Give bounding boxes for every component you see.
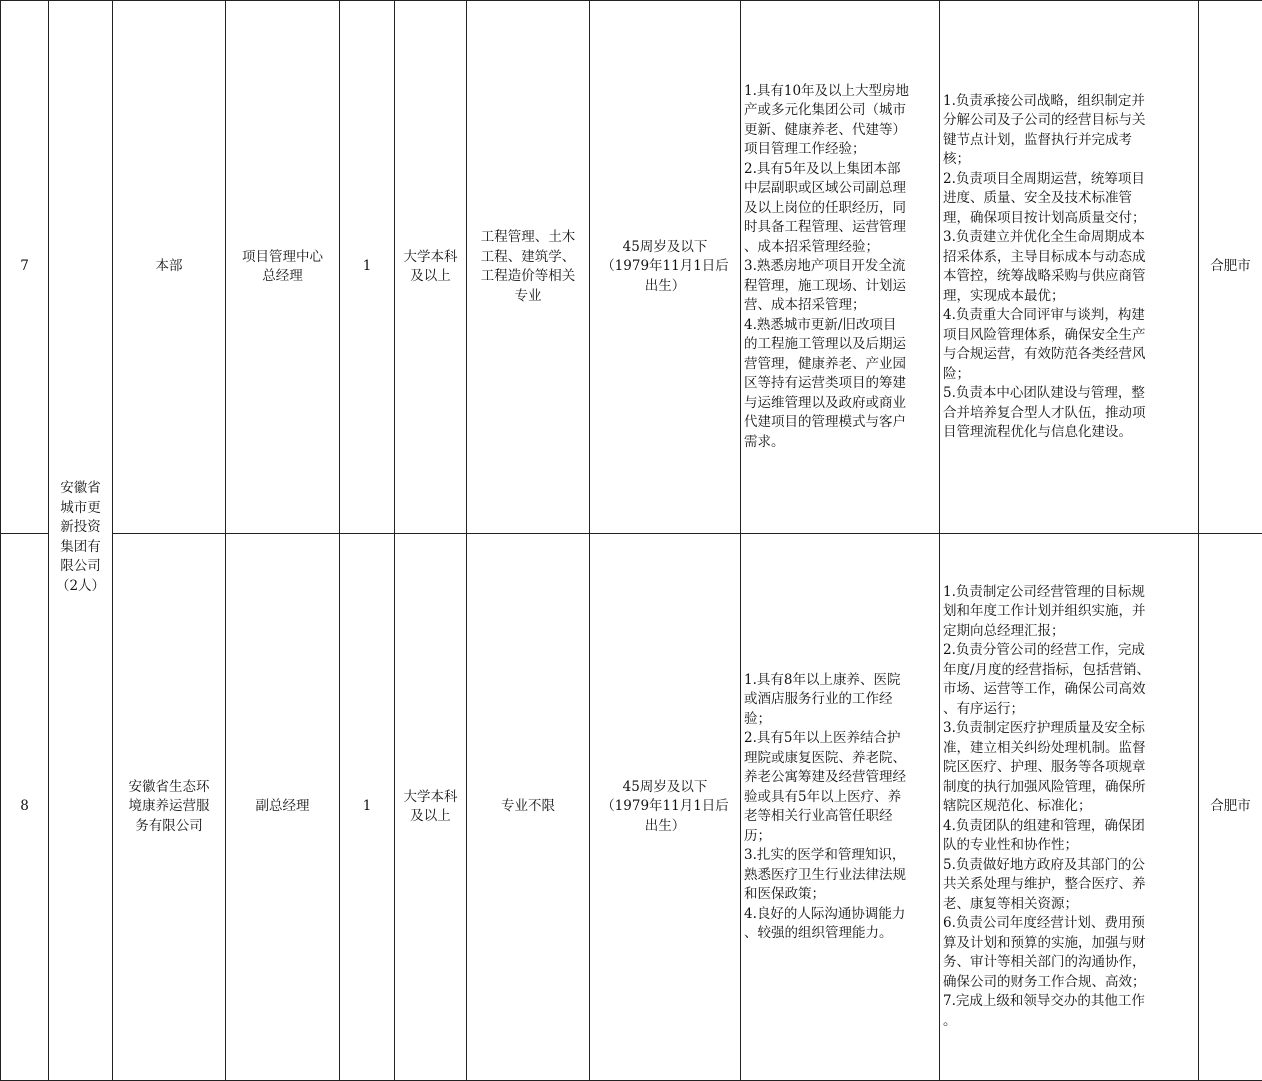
location-text: 合肥市 [1210,798,1251,814]
department-text: 本部 [156,258,183,274]
duty-line: 老、康复等相关资源； [943,895,1195,915]
department-cell [113,534,226,1081]
major-cell [467,1,590,534]
duty-line: 进度、质量、安全及技术标准管 [943,189,1195,209]
requirement-line: 验； [744,710,936,730]
requirement-line: 时具备工程管理、运营管理 [744,218,936,238]
age-line: 出生） [593,817,737,837]
requirement-line: 2.具有5年以上医养结合护 [744,729,936,749]
duty-line: 划和年度工作计划并组织实施，并 [943,602,1195,622]
education-line: 大学本科 [398,248,463,268]
requirements-cell [741,534,940,1081]
duty-line: 确保公司的财务工作合规、高效； [943,973,1195,993]
count-text: 1 [363,798,372,814]
requirement-line: 程管理，施工现场、计划运 [744,277,936,297]
duty-line: 年度/月度的经营指标，包括营销、 [943,661,1195,681]
duty-line: 2.负责项目全周期运营，统筹项目 [943,170,1195,190]
requirement-line: 营管理，健康养老、产业园 [744,355,936,375]
duty-line: 。 [943,1012,1195,1032]
department-line: 安徽省生态环 [116,778,222,798]
location-text: 合肥市 [1210,258,1251,274]
duty-line: 1.负责承接公司战略，组织制定并 [943,92,1195,112]
location-cell [1199,534,1262,1081]
major-line: 专业 [470,287,586,307]
count-cell [340,534,395,1081]
duty-line: 辖院区规范化、标准化； [943,797,1195,817]
requirement-line: 理院或康复医院、养老院、 [744,749,936,769]
requirement-line: 区等持有运营类项目的筹建 [744,374,936,394]
position-cell [226,534,340,1081]
requirement-line: 与运维管理以及政府或商业 [744,394,936,414]
duties-cell [940,534,1199,1081]
duty-line: 市场、运营等工作，确保公司高效 [943,680,1195,700]
requirement-line: 1.具有8年以上康养、医院 [744,671,936,691]
duty-line: 共关系处理与维护，整合医疗、养 [943,875,1195,895]
duty-line: 核； [943,150,1195,170]
major-line: 工程管理、土木 [470,228,586,248]
age-line: 出生） [593,277,737,297]
company-name-line: （2人） [52,577,109,597]
department-line: 务有限公司 [116,817,222,837]
requirements-cell [741,1,940,534]
duty-line: 项目风险管理体系，确保安全生产 [943,326,1195,346]
requirement-line: 2.具有5年及以上集团本部 [744,160,936,180]
position-cell [226,1,340,534]
company-name-line: 集团有 [52,538,109,558]
education-cell [395,534,467,1081]
duty-line: 5.负责做好地方政府及其部门的公 [943,856,1195,876]
education-line: 及以上 [398,267,463,287]
education-line: 及以上 [398,807,463,827]
requirement-line: 或酒店服务行业的工作经 [744,690,936,710]
duty-line: 队的专业性和协作性； [943,836,1195,856]
company-name-line: 城市更 [52,499,109,519]
company-cell [49,1,113,1081]
age-cell [590,534,741,1081]
requirement-line: 熟悉医疗卫生行业法律法规 [744,866,936,886]
duty-line: 招采体系，主导目标成本与动态成 [943,248,1195,268]
row-index [1,534,49,1081]
company-name-line: 限公司 [52,557,109,577]
education-line: 大学本科 [398,788,463,808]
duty-line: 准，建立相关纠纷处理机制。监督 [943,739,1195,759]
company-name-line: 新投资 [52,518,109,538]
requirement-line: 及以上岗位的任职经历，同 [744,199,936,219]
company-name-line: 安徽省 [52,479,109,499]
row-index-text: 8 [20,798,29,814]
age-line: 45周岁及以下 [593,778,737,798]
department-line: 境康养运营服 [116,797,222,817]
duty-line: 1.负责制定公司经营管理的目标规 [943,583,1195,603]
table-row [1,534,1262,1081]
requirement-line: 需求。 [744,433,936,453]
duty-line: 2.负责分管公司的经营工作，完成 [943,641,1195,661]
requirement-line: 3.扎实的医学和管理知识， [744,846,936,866]
duty-line: 理，确保项目按计划高质量交付； [943,209,1195,229]
age-cell [590,1,741,534]
duty-line: 制度的执行加强风险管理，确保所 [943,778,1195,798]
requirement-line: 产或多元化集团公司（城市 [744,101,936,121]
major-line: 工程造价等相关 [470,267,586,287]
duty-line: 3.负责制定医疗护理质量及安全标 [943,719,1195,739]
duty-line: 4.负责重大合同评审与谈判，构建 [943,306,1195,326]
duty-line: 本管控，统筹战略采购与供应商管 [943,267,1195,287]
requirement-line: 的工程施工管理以及后期运 [744,335,936,355]
row-index [1,1,49,534]
requirement-line: 4.良好的人际沟通协调能力 [744,905,936,925]
requirement-line: 验或具有5年以上医疗、养 [744,788,936,808]
table-row [1,1,1262,534]
position-line: 总经理 [229,267,336,287]
duty-line: 与合规运营，有效防范各类经营风 [943,345,1195,365]
duties-cell [940,1,1199,534]
requirement-line: 1.具有10年及以上大型房地 [744,82,936,102]
requirement-line: 历； [744,827,936,847]
requirement-line: 营、成本招采管理； [744,296,936,316]
duty-line: 目管理流程优化与信息化建设。 [943,423,1195,443]
duty-line: 算及计划和预算的实施，加强与财 [943,934,1195,954]
major-cell [467,534,590,1081]
duty-line: 定期向总经理汇报； [943,622,1195,642]
duty-line: 理，实现成本最优； [943,287,1195,307]
department-cell [113,1,226,534]
requirement-line: 和医保政策； [744,885,936,905]
age-line: （1979年11月1日后 [593,257,737,277]
duty-line: 务、审计等相关部门的沟通协作， [943,953,1195,973]
major-line: 工程、建筑学、 [470,248,586,268]
requirement-line: 3.熟悉房地产项目开发全流 [744,257,936,277]
location-cell [1199,1,1262,534]
age-line: 45周岁及以下 [593,238,737,258]
requirement-line: 、成本招采管理经验； [744,238,936,258]
duty-line: 分解公司及子公司的经营目标与关 [943,111,1195,131]
position-line: 项目管理中心 [229,248,336,268]
duty-line: 5.负责本中心团队建设与管理，整 [943,384,1195,404]
major-text: 专业不限 [501,798,555,814]
duty-line: 6.负责公司年度经营计划、费用预 [943,914,1195,934]
requirement-line: 代建项目的管理模式与客户 [744,413,936,433]
duty-line: 3.负责建立并优化全生命周期成本 [943,228,1195,248]
row-index-text: 7 [20,258,29,274]
duty-line: 7.完成上级和领导交办的其他工作 [943,992,1195,1012]
duty-line: 险； [943,365,1195,385]
duty-line: 合并培养复合型人才队伍，推动项 [943,404,1195,424]
requirement-line: 老等相关行业高管任职经 [744,807,936,827]
requirement-line: 更新、健康养老、代建等） [744,121,936,141]
count-cell [340,1,395,534]
duty-line: 院区医疗、护理、服务等各项规章 [943,758,1195,778]
requirement-line: 养老公寓筹建及经营管理经 [744,768,936,788]
count-text: 1 [363,258,372,274]
age-line: （1979年11月1日后 [593,797,737,817]
requirement-line: 项目管理工作经验； [744,140,936,160]
requirement-line: 中层副职或区域公司副总理 [744,179,936,199]
duty-line: 4.负责团队的组建和管理，确保团 [943,817,1195,837]
education-cell [395,1,467,534]
position-text: 副总经理 [256,798,310,814]
requirement-line: 、较强的组织管理能力。 [744,924,936,944]
duty-line: 键节点计划，监督执行并完成考 [943,131,1195,151]
duty-line: 、有序运行； [943,700,1195,720]
requirement-line: 4.熟悉城市更新/旧改项目 [744,316,936,336]
